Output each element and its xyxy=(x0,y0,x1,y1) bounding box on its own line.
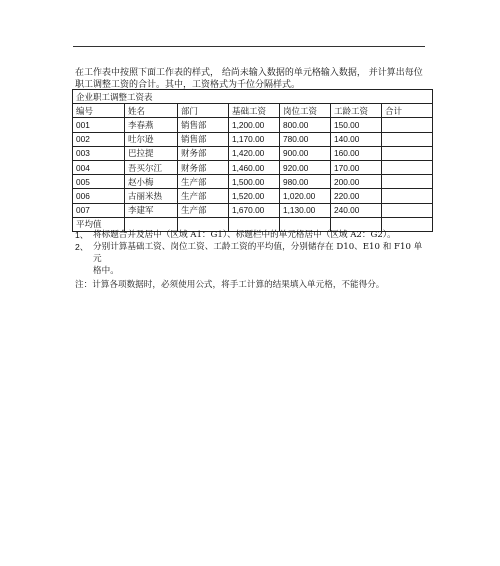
table-cell: 销售部 xyxy=(178,118,229,132)
header-cell: 基础工资 xyxy=(229,104,280,118)
table-cell: 800.00 xyxy=(280,118,331,132)
average-label: 平均值 xyxy=(73,217,125,231)
header-cell: 姓名 xyxy=(125,104,178,118)
table-cell: 生产部 xyxy=(178,203,229,217)
table-header-row xyxy=(73,104,433,118)
table-cell: 920.00 xyxy=(280,160,331,174)
header-cell: 合计 xyxy=(382,104,433,118)
note-text: 注：计算各项数据时，必须使用公式，将手工计算的结果填入单元格，不能得分。 xyxy=(75,280,385,290)
header-cell: 编号 xyxy=(73,104,125,118)
table-cell: 巴拉提 xyxy=(125,146,178,160)
table-cell: 1,130.00 xyxy=(280,203,331,217)
table-cell: 1,200.00 xyxy=(229,118,280,132)
table-row xyxy=(73,118,433,132)
table-cell: 财务部 xyxy=(178,160,229,174)
table-cell: 200.00 xyxy=(331,175,382,189)
table-cell: 150.00 xyxy=(331,118,382,132)
intro-paragraph: 在工作表中按照下面工作表的样式， 给尚未输入数据的单元格输入数据， 并计算出每位职工调整工资的合计。其中，工资格式为千位分隔样式。 xyxy=(75,68,423,90)
table-cell xyxy=(382,203,433,217)
table-row xyxy=(73,132,433,146)
instruction-item-1 xyxy=(75,229,425,241)
header-cell: 部门 xyxy=(178,104,229,118)
table-cell: 赵小梅 xyxy=(125,175,178,189)
table-cell: 001 xyxy=(73,118,125,132)
table-row xyxy=(73,203,433,217)
table-cell: 1,170.00 xyxy=(229,132,280,146)
item-text: 将标题合并及居中（区域 A1：G1）、标题栏中的单元格居中（区域 A2：G2）。 xyxy=(93,230,396,240)
table-cell xyxy=(382,189,433,203)
item-text-continued: 格中。 xyxy=(93,266,119,276)
table-title: 企业职工调整工资表 xyxy=(73,90,433,104)
table-cell: 1,420.00 xyxy=(229,146,280,160)
table-cell: 1,020.00 xyxy=(280,189,331,203)
table-cell: 005 xyxy=(73,175,125,189)
table-cell: 吐尔逊 xyxy=(125,132,178,146)
item-number: 1、 xyxy=(75,230,89,240)
table-cell: 220.00 xyxy=(331,189,382,203)
table-cell: 1,460.00 xyxy=(229,160,280,174)
table-cell: 004 xyxy=(73,160,125,174)
table-cell: 销售部 xyxy=(178,132,229,146)
table-row xyxy=(73,160,433,174)
table-cell: 780.00 xyxy=(280,132,331,146)
table-cell: 财务部 xyxy=(178,146,229,160)
table-cell: 生产部 xyxy=(178,175,229,189)
table-cell xyxy=(382,175,433,189)
table-cell: 1,520.00 xyxy=(229,189,280,203)
item-number: 2、 xyxy=(75,242,89,252)
table-cell: 002 xyxy=(73,132,125,146)
table-row xyxy=(73,189,433,203)
table-cell: 吾买尔江 xyxy=(125,160,178,174)
table-cell: 160.00 xyxy=(331,146,382,160)
table-cell: 140.00 xyxy=(331,132,382,146)
table-cell: 900.00 xyxy=(280,146,331,160)
table-cell xyxy=(382,118,433,132)
table-cell xyxy=(382,160,433,174)
salary-table xyxy=(72,89,433,232)
table-title-row xyxy=(73,90,433,104)
table-cell: 170.00 xyxy=(331,160,382,174)
table-cell: 李建军 xyxy=(125,203,178,217)
table-row xyxy=(73,146,433,160)
header-cell: 工龄工资 xyxy=(331,104,382,118)
table-cell xyxy=(382,146,433,160)
table-cell: 1,670.00 xyxy=(229,203,280,217)
table-cell xyxy=(382,132,433,146)
item-text: 分别计算基础工资、岗位工资、工龄工资的平均值，分别储存在 D10、E10 和 F10 单元 xyxy=(93,242,423,264)
instructions xyxy=(75,229,425,291)
instruction-item-2 xyxy=(75,241,425,265)
table-cell: 240.00 xyxy=(331,203,382,217)
table-cell: 006 xyxy=(73,189,125,203)
table-cell: 李春燕 xyxy=(125,118,178,132)
table-cell: 007 xyxy=(73,203,125,217)
header-cell: 岗位工资 xyxy=(280,104,331,118)
table-cell: 980.00 xyxy=(280,175,331,189)
table-cell: 生产部 xyxy=(178,189,229,203)
table-cell: 003 xyxy=(73,146,125,160)
header-rule xyxy=(73,46,425,47)
table-cell: 1,500.00 xyxy=(229,175,280,189)
table-row xyxy=(73,175,433,189)
table-cell: 古丽米热 xyxy=(125,189,178,203)
